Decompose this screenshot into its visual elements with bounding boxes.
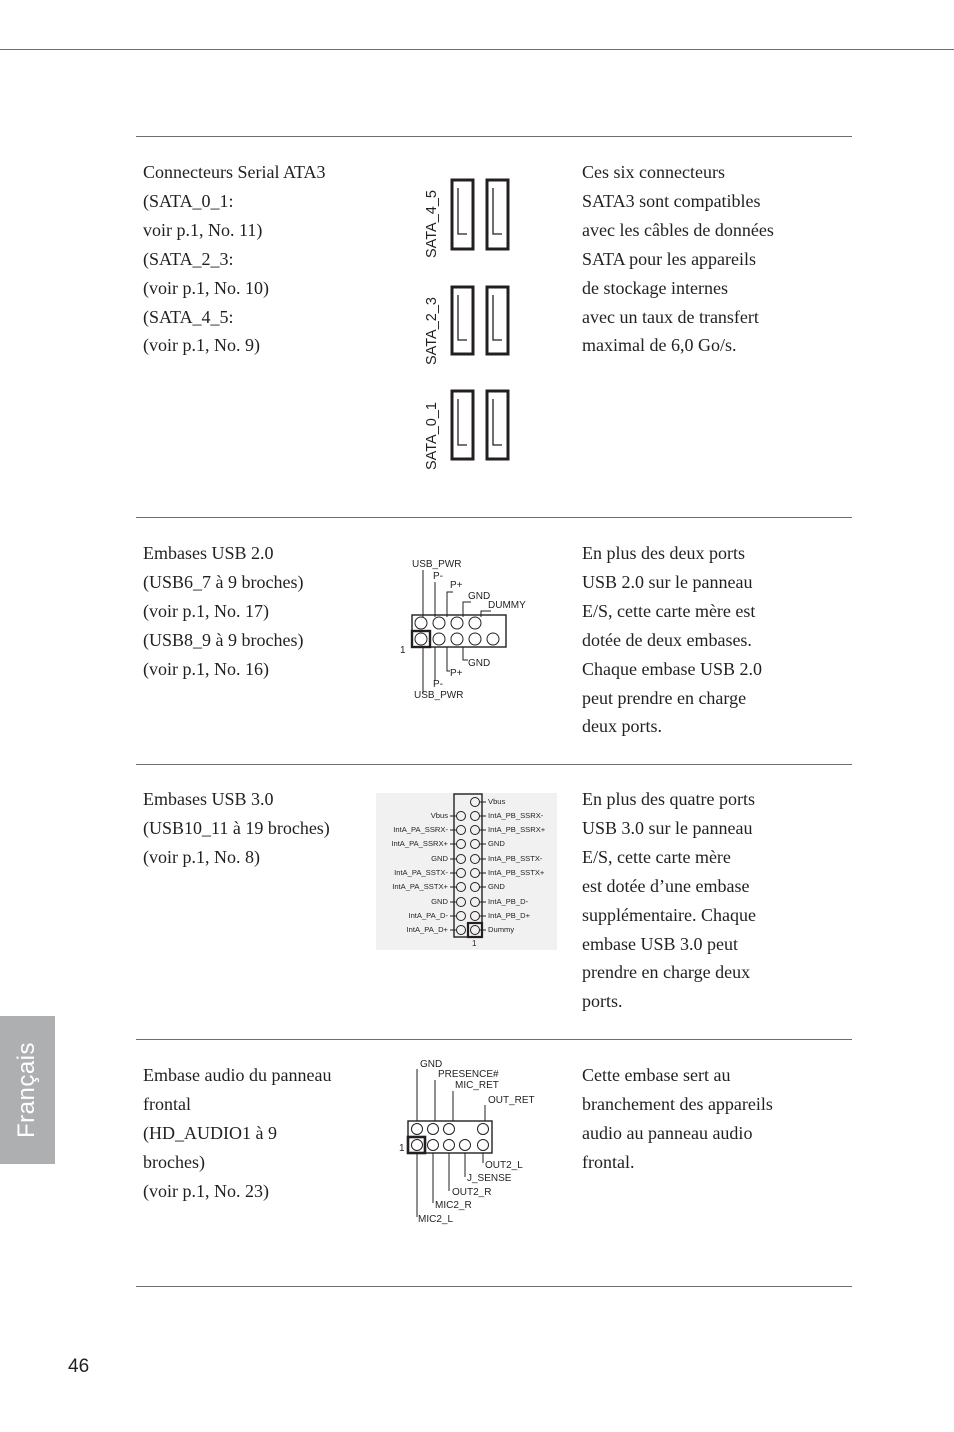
svg-text:GND: GND bbox=[431, 854, 448, 863]
svg-text:P-: P- bbox=[433, 571, 443, 582]
svg-text:IntA_PB_SSTX-: IntA_PB_SSTX- bbox=[488, 854, 543, 863]
svg-text:J_SENSE: J_SENSE bbox=[467, 1173, 512, 1184]
svg-text:IntA_PA_SSTX-: IntA_PA_SSTX- bbox=[394, 868, 448, 877]
audio-description: Embase audio du panneau frontal (HD_AUDIO1 à 9 broches) (voir p.1, No. 23) bbox=[143, 1065, 332, 1201]
audio-header-diagram bbox=[395, 1055, 545, 1232]
table-rule bbox=[136, 1286, 852, 1287]
svg-text:MIC2_L: MIC2_L bbox=[418, 1214, 454, 1225]
table-rule bbox=[136, 1039, 852, 1040]
svg-text:1: 1 bbox=[399, 1143, 405, 1154]
sata-connector-diagram bbox=[412, 170, 522, 480]
page-number: 46 bbox=[68, 1356, 90, 1377]
svg-text:IntA_PB_D+: IntA_PB_D+ bbox=[488, 911, 531, 920]
sata-port-shape bbox=[452, 391, 508, 459]
svg-text:1: 1 bbox=[400, 645, 406, 656]
svg-text:IntA_PA_SSTX+: IntA_PA_SSTX+ bbox=[392, 882, 448, 891]
svg-text:IntA_PB_SSRX+: IntA_PB_SSRX+ bbox=[488, 825, 546, 834]
usb2-description: Embases USB 2.0 (USB6_7 à 9 broches) (voir p.1, No. 17) (USB8_9 à 9 broches) (voir p.1, No. 16) bbox=[143, 543, 304, 679]
language-tab bbox=[0, 1016, 55, 1164]
svg-text:Vbus: Vbus bbox=[488, 797, 506, 806]
svg-text:IntA_PB_SSTX+: IntA_PB_SSTX+ bbox=[488, 868, 545, 877]
svg-text:IntA_PB_D-: IntA_PB_D- bbox=[488, 897, 529, 906]
svg-text:USB_PWR: USB_PWR bbox=[414, 690, 464, 701]
sata-explanation: Ces six connecteurs SATA3 sont compatibles avec les câbles de données SATA pour les appareils de stockage internes avec un taux de transfert maximal de 6,0 Go/s. bbox=[582, 162, 774, 356]
sata-port-shape bbox=[452, 287, 508, 354]
language-tab-label: Français bbox=[13, 1041, 41, 1139]
svg-text:GND: GND bbox=[468, 658, 491, 669]
usb3-header-diagram bbox=[376, 793, 557, 955]
sata-label-2-3: SATA_2_3 bbox=[424, 297, 440, 365]
svg-text:DUMMY: DUMMY bbox=[488, 600, 526, 611]
usb3-description: Embases USB 3.0 (USB10_11 à 19 broches) (voir p.1, No. 8) bbox=[143, 789, 330, 867]
sata-label-4-5: SATA_4_5 bbox=[424, 190, 440, 258]
svg-text:1: 1 bbox=[472, 939, 477, 948]
audio-explanation: Cette embase sert au branchement des appareils audio au panneau audio frontal. bbox=[582, 1065, 773, 1172]
svg-text:PRESENCE#: PRESENCE# bbox=[438, 1069, 499, 1080]
svg-text:GND: GND bbox=[488, 839, 505, 848]
svg-text:IntA_PA_SSRX+: IntA_PA_SSRX+ bbox=[391, 839, 448, 848]
svg-text:IntA_PA_SSRX-: IntA_PA_SSRX- bbox=[393, 825, 448, 834]
usb2-explanation: En plus des deux ports USB 2.0 sur le panneau E/S, cette carte mère est dotée de deux embases. Chaque embase USB 2.0 peut prendre en charge deux ports. bbox=[582, 543, 762, 737]
svg-text:OUT_RET: OUT_RET bbox=[488, 1095, 535, 1106]
svg-text:GND: GND bbox=[468, 591, 491, 602]
sata-description: Connecteurs Serial ATA3 (SATA_0_1: voir p.1, No. 11) (SATA_2_3: (voir p.1, No. 10) (SATA_4_5: (voir p.1, No. 9) bbox=[143, 162, 326, 356]
svg-text:USB_PWR: USB_PWR bbox=[412, 559, 462, 570]
svg-text:P+: P+ bbox=[450, 668, 463, 679]
usb3-explanation: En plus des quatre ports USB 3.0 sur le panneau E/S, cette carte mère est dotée d’une embase supplémentaire. Chaque embase USB 3.0 peut prendre en charge deux ports. bbox=[582, 789, 756, 1012]
svg-text:MIC_RET: MIC_RET bbox=[455, 1080, 499, 1091]
top-rule bbox=[0, 49, 954, 50]
table-rule bbox=[136, 517, 852, 518]
svg-text:GND: GND bbox=[420, 1059, 443, 1070]
sata-label-0-1: SATA_0_1 bbox=[424, 402, 440, 470]
svg-text:GND: GND bbox=[431, 897, 448, 906]
svg-text:Dummy: Dummy bbox=[488, 925, 515, 934]
svg-text:MIC2_R: MIC2_R bbox=[435, 1200, 472, 1211]
svg-text:OUT2_R: OUT2_R bbox=[452, 1187, 492, 1198]
svg-text:P+: P+ bbox=[450, 580, 463, 591]
svg-text:IntA_PA_D+: IntA_PA_D+ bbox=[406, 925, 448, 934]
svg-text:IntA_PA_D-: IntA_PA_D- bbox=[408, 911, 448, 920]
svg-text:IntA_PB_SSRX-: IntA_PB_SSRX- bbox=[488, 811, 544, 820]
svg-text:Vbus: Vbus bbox=[430, 811, 448, 820]
table-rule bbox=[136, 136, 852, 137]
svg-text:OUT2_L: OUT2_L bbox=[485, 1160, 523, 1171]
table-rule bbox=[136, 764, 852, 765]
svg-text:P-: P- bbox=[433, 679, 443, 690]
svg-text:GND: GND bbox=[488, 882, 505, 891]
usb2-header-diagram bbox=[395, 553, 545, 710]
sata-port-shape bbox=[452, 180, 508, 249]
